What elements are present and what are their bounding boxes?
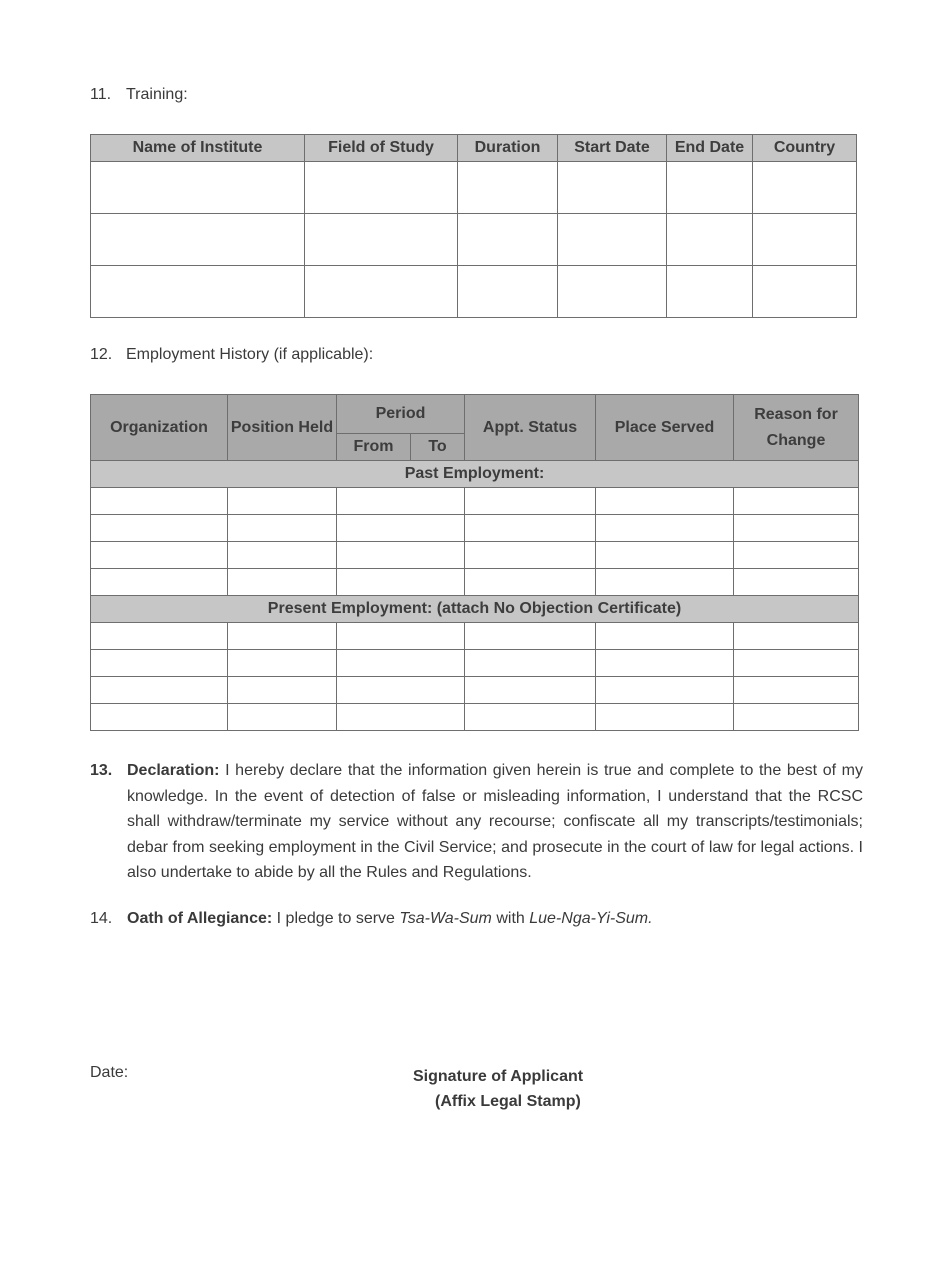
present-employment-row (91, 596, 859, 623)
col-period: Period (337, 395, 465, 434)
table-cell[interactable] (228, 515, 337, 542)
stamp-label: (Affix Legal Stamp) (435, 1093, 581, 1110)
table-cell[interactable] (667, 266, 753, 318)
table-cell[interactable] (465, 677, 596, 704)
table-cell[interactable] (596, 488, 734, 515)
table-cell[interactable] (458, 214, 558, 266)
table-row (91, 214, 857, 266)
table-cell[interactable] (91, 623, 228, 650)
col-place-served: Place Served (596, 395, 734, 461)
table-row (91, 515, 859, 542)
col-name-of-institute: Name of Institute (91, 135, 305, 162)
table-row (91, 569, 859, 596)
table-cell[interactable] (91, 488, 228, 515)
table-cell[interactable] (91, 515, 228, 542)
table-cell[interactable] (465, 650, 596, 677)
table-cell[interactable] (596, 623, 734, 650)
table-cell[interactable] (596, 515, 734, 542)
present-employment-label: Present Employment: (attach No Objection Certificate) (91, 596, 859, 623)
table-cell[interactable] (458, 266, 558, 318)
table-cell[interactable] (558, 162, 667, 214)
table-cell[interactable] (337, 650, 465, 677)
col-duration: Duration (458, 135, 558, 162)
col-appt-status: Appt. Status (465, 395, 596, 461)
col-reason-for-change: Reason for Change (734, 395, 859, 461)
table-cell[interactable] (91, 542, 228, 569)
table-cell[interactable] (228, 650, 337, 677)
table-cell[interactable] (465, 623, 596, 650)
table-cell[interactable] (734, 677, 859, 704)
table-cell[interactable] (596, 677, 734, 704)
col-period-to: To (411, 434, 465, 461)
table-cell[interactable] (465, 542, 596, 569)
oath-text-before: I pledge to serve (276, 910, 395, 927)
employment-header-row (91, 395, 859, 434)
col-field-of-study: Field of Study (305, 135, 458, 162)
table-cell[interactable] (596, 569, 734, 596)
table-cell[interactable] (337, 542, 465, 569)
table-cell[interactable] (734, 704, 859, 731)
oath-term-lue-nga-yi-sum: Lue-Nga-Yi-Sum. (529, 910, 653, 927)
col-end-date: End Date (667, 135, 753, 162)
table-cell[interactable] (734, 623, 859, 650)
table-cell[interactable] (228, 488, 337, 515)
table-cell[interactable] (734, 515, 859, 542)
table-cell[interactable] (596, 650, 734, 677)
table-cell[interactable] (91, 162, 305, 214)
table-cell[interactable] (558, 266, 667, 318)
employment-table (90, 394, 859, 731)
table-cell[interactable] (734, 542, 859, 569)
table-cell[interactable] (465, 488, 596, 515)
table-cell[interactable] (305, 214, 458, 266)
table-cell[interactable] (465, 515, 596, 542)
oath-label: Oath of Allegiance: (127, 910, 273, 927)
table-cell[interactable] (228, 542, 337, 569)
table-cell[interactable] (91, 704, 228, 731)
table-cell[interactable] (558, 214, 667, 266)
past-employment-label: Past Employment: (91, 461, 859, 488)
date-label: Date: (90, 1064, 129, 1081)
training-title: Training: (126, 86, 188, 103)
table-row (91, 677, 859, 704)
table-cell[interactable] (228, 569, 337, 596)
declaration-text: I hereby declare that the information given herein is true and complete to the best of my knowledge. In the event of detection of false or misleading information, I understand that the RCSC shall withdraw/terminate my service without any recourse; confiscate all my transcripts/testimonials; debar from seeking employment in the Civil Service; and prosecute in the court of law for legal actions. I also undertake to abide by all the Rules and Regulations. (127, 762, 864, 881)
oath-number: 14. (90, 910, 113, 927)
table-cell[interactable] (91, 650, 228, 677)
oath-section (90, 910, 653, 928)
col-period-from: From (337, 434, 411, 461)
table-cell[interactable] (734, 650, 859, 677)
table-cell[interactable] (228, 677, 337, 704)
signature-label: Signature of Applicant (413, 1068, 584, 1085)
table-cell[interactable] (337, 569, 465, 596)
training-table (90, 134, 857, 318)
declaration-label: Declaration: (127, 762, 220, 779)
table-cell[interactable] (667, 162, 753, 214)
employment-number: 12. (90, 346, 113, 363)
training-number: 11. (90, 86, 112, 103)
declaration-body (127, 758, 863, 886)
table-row (91, 488, 859, 515)
table-row (91, 542, 859, 569)
table-cell[interactable] (734, 488, 859, 515)
table-cell[interactable] (337, 623, 465, 650)
declaration-number: 13. (90, 762, 113, 779)
table-cell[interactable] (91, 569, 228, 596)
col-country: Country (753, 135, 857, 162)
table-cell[interactable] (91, 214, 305, 266)
table-cell[interactable] (753, 214, 857, 266)
table-cell[interactable] (228, 623, 337, 650)
declaration-section (90, 758, 863, 886)
table-cell[interactable] (305, 266, 458, 318)
table-cell[interactable] (91, 677, 228, 704)
table-cell[interactable] (753, 266, 857, 318)
table-cell[interactable] (337, 515, 465, 542)
table-row (91, 623, 859, 650)
table-cell[interactable] (465, 704, 596, 731)
table-cell[interactable] (596, 704, 734, 731)
table-cell[interactable] (305, 162, 458, 214)
table-cell[interactable] (91, 266, 305, 318)
employment-heading (90, 346, 373, 364)
table-cell[interactable] (667, 214, 753, 266)
table-row (91, 162, 857, 214)
table-cell[interactable] (228, 704, 337, 731)
table-row (91, 266, 857, 318)
table-cell[interactable] (596, 542, 734, 569)
table-cell[interactable] (458, 162, 558, 214)
table-cell[interactable] (337, 704, 465, 731)
past-employment-row (91, 461, 859, 488)
oath-text-mid: with (496, 910, 525, 927)
oath-term-tsa-wa-sum: Tsa-Wa-Sum (399, 910, 492, 927)
table-row (91, 650, 859, 677)
employment-title: Employment History (if applicable): (126, 346, 374, 363)
table-row (91, 704, 859, 731)
table-cell[interactable] (753, 162, 857, 214)
training-header-row (91, 135, 857, 162)
table-cell[interactable] (734, 569, 859, 596)
table-cell[interactable] (337, 677, 465, 704)
table-cell[interactable] (337, 488, 465, 515)
col-organization: Organization (91, 395, 228, 461)
col-position-held: Position Held (228, 395, 337, 461)
signature-block (400, 1064, 620, 1114)
col-start-date: Start Date (558, 135, 667, 162)
training-heading (90, 86, 188, 104)
table-cell[interactable] (465, 569, 596, 596)
